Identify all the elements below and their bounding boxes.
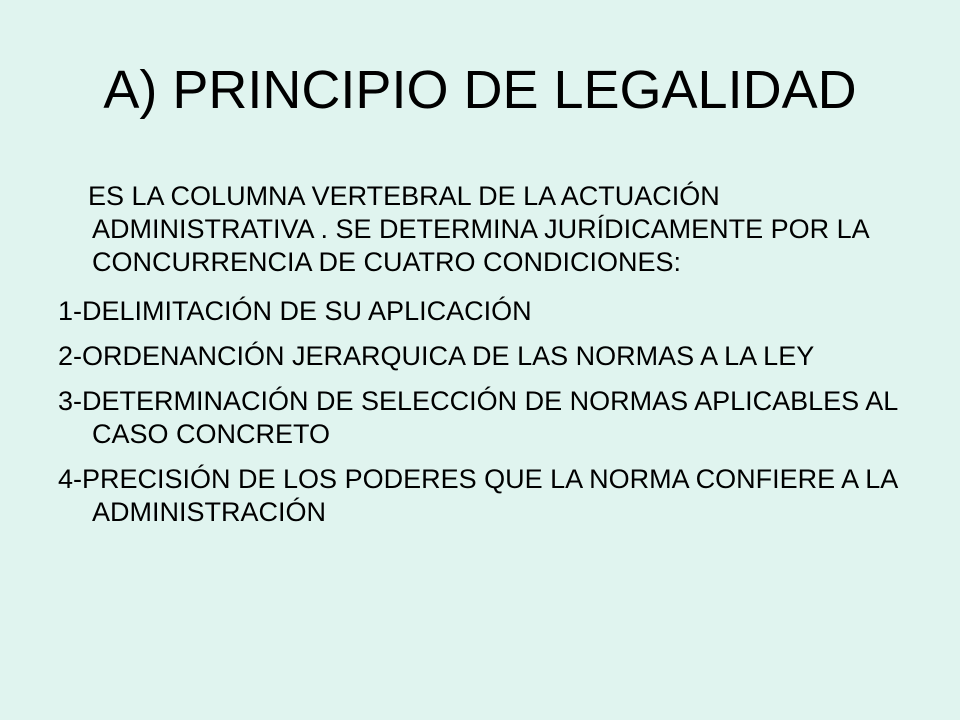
slide-body [58, 180, 908, 541]
condition-3: 3-DETERMINACIÓN DE SELECCIÓN DE NORMAS APLICABLES AL CASO CONCRETO [58, 386, 898, 449]
intro-paragraph: ES LA COLUMNA VERTEBRAL DE LA ACTUACIÓN ADMINISTRATIVA . SE DETERMINA JURÍDICAMENTE POR LA CONCURRENCIA DE CUATRO CONDICIONES: [88, 181, 869, 277]
condition-2: 2-ORDENANCIÓN JERARQUICA DE LAS NORMAS A LA LEY [58, 341, 815, 371]
condition-1: 1-DELIMITACIÓN DE SU APLICACIÓN [58, 296, 532, 326]
slide-title: A) PRINCIPIO DE LEGALIDAD [103, 60, 857, 120]
condition-4: 4-PRECISIÓN DE LOS PODERES QUE LA NORMA CONFIERE A LA ADMINISTRACIÓN [58, 464, 897, 527]
